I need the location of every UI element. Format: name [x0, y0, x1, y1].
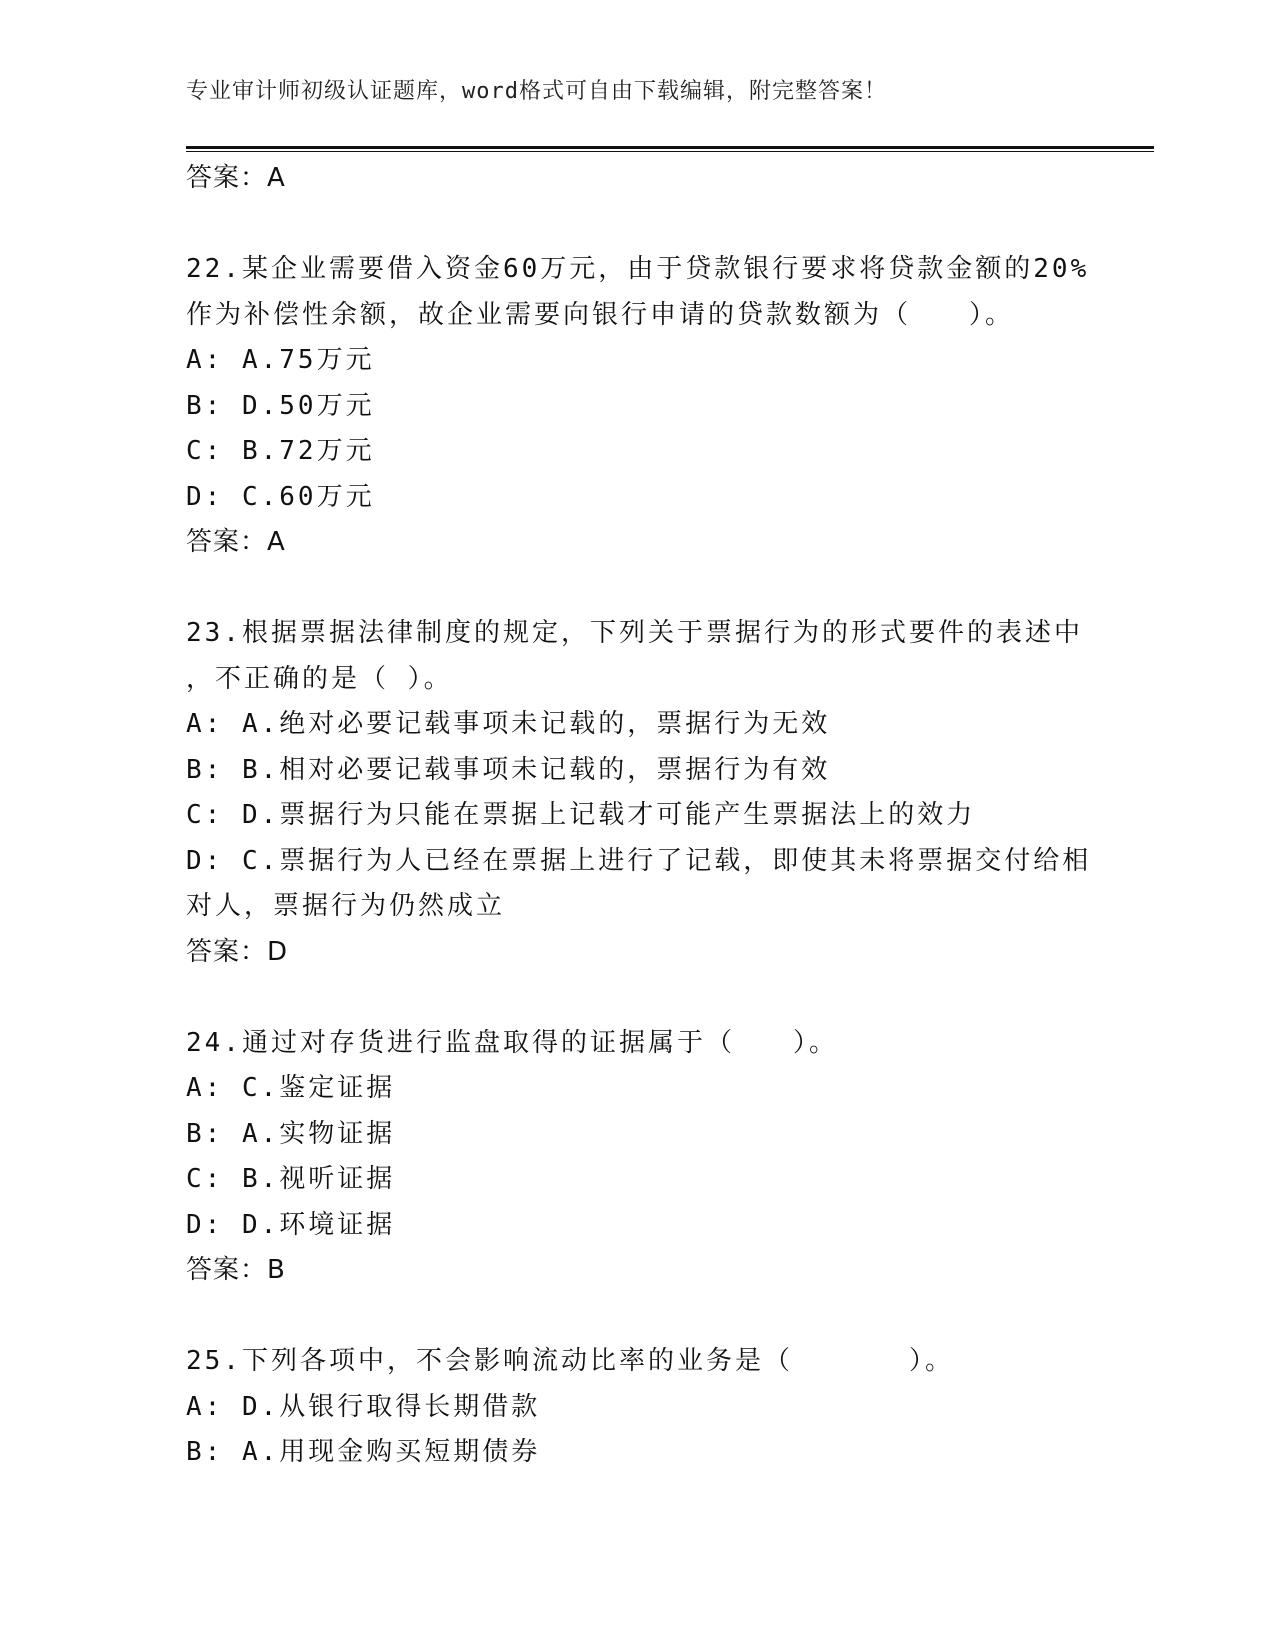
- question-text: 22.某企业需要借入资金60万元，由于贷款银行要求将贷款金额的20%: [186, 254, 1090, 284]
- option-b: B: B.相对必要记载事项未记载的，票据行为有效: [186, 754, 831, 785]
- question-text: 24.通过对存货进行监盘取得的证据属于（ ）。: [186, 1027, 838, 1058]
- spacer: [186, 975, 1086, 1021]
- option-c: C: B.72万元: [186, 436, 375, 466]
- header-rule: [186, 146, 1154, 149]
- option-c: C: B.视听证据: [186, 1164, 396, 1194]
- question-23: [186, 611, 1092, 975]
- page-header: 专业审计师初级认证题库，word格式可自由下载编辑，附完整答案！: [186, 79, 887, 104]
- option-a: A: A.75万元: [186, 345, 375, 375]
- option-d-continued: 对人，票据行为仍然成立: [186, 891, 506, 921]
- option-d: D: C.票据行为人已经在票据上进行了记载，即使其未将票据交付给相: [186, 845, 1092, 876]
- option-b: B: A.用现金购买短期债券: [186, 1437, 541, 1467]
- option-a: A: A.绝对必要记载事项未记载的，票据行为无效: [186, 709, 831, 739]
- answer-line: 答案：B: [186, 1255, 286, 1285]
- question-text: ，不正确的是（ ）。: [186, 663, 453, 694]
- option-d: D: C.60万元: [186, 481, 375, 512]
- option-d: D: D.环境证据: [186, 1209, 396, 1240]
- question-text: 23.根据票据法律制度的规定，下列关于票据行为的形式要件的表述中: [186, 618, 1083, 648]
- question-25: [186, 1339, 1086, 1476]
- spacer: [186, 202, 1086, 248]
- question-24: [186, 1021, 1086, 1294]
- question-text: 作为补偿性余额，故企业需要向银行申请的贷款数额为（ ）。: [186, 299, 1015, 330]
- option-c: C: D.票据行为只能在票据上记载才可能产生票据法上的效力: [186, 800, 976, 830]
- spacer: [186, 566, 1086, 612]
- document-body: [186, 156, 1092, 1476]
- option-b: B: A.实物证据: [186, 1118, 396, 1149]
- option-a: A: D.从银行取得长期借款: [186, 1391, 541, 1422]
- answer-line: 答案：A: [186, 163, 286, 193]
- option-a: A: C.鉴定证据: [186, 1073, 396, 1103]
- answer-line: 答案：D: [186, 936, 289, 967]
- question-22: [186, 247, 1090, 566]
- option-b: B: D.50万元: [186, 390, 375, 421]
- spacer: [186, 1294, 1086, 1340]
- header-rule-thin: [186, 151, 1154, 152]
- question-text: 25.下列各项中，不会影响流动比率的业务是（ ）。: [186, 1346, 954, 1376]
- answer-line: 答案：A: [186, 527, 286, 557]
